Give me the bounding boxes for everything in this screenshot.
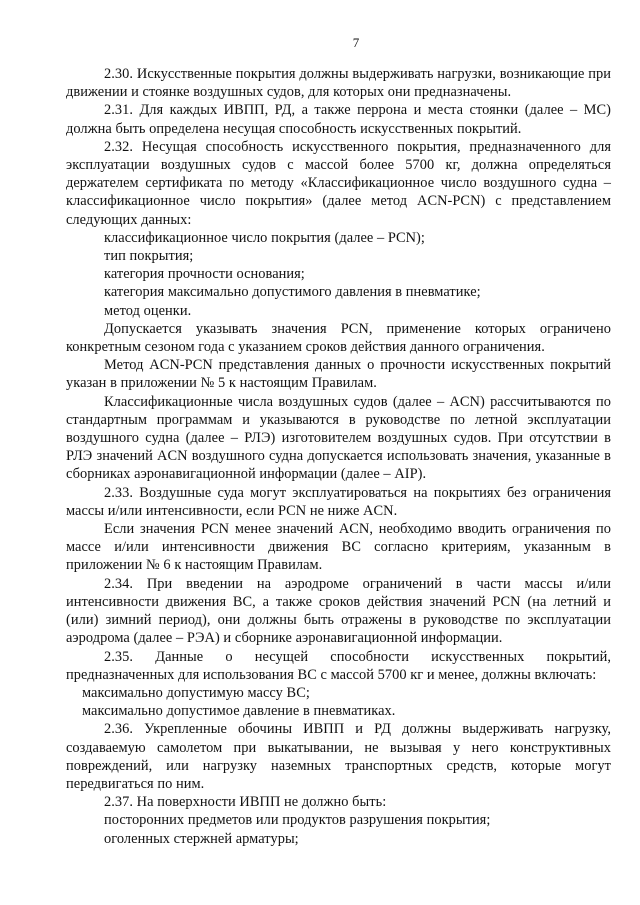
- paragraph-2-37: 2.37. На поверхности ИВПП не должно быть:: [104, 794, 387, 811]
- list-item: категория максимально допустимого давления в пневматике;: [104, 284, 481, 301]
- list-item: тип покрытия;: [104, 248, 194, 265]
- paragraph: Классификационные числа воздушных судов (далее – ACN) рассчитываются по стандартным программам и указываются в руководстве по летной эксплуатации воздушного судна (далее – РЛЭ) изготовителем воздушных судов. При отсутствии в РЛЭ значений ACN воздушного судна допускается использовать значения, указанные в сборниках аэронавигационной информации (далее – AIP).: [66, 393, 611, 483]
- list-item: категория прочности основания;: [104, 266, 305, 283]
- paragraph-2-30: 2.30. Искусственные покрытия должны выдерживать нагрузки, возникающие при движении и стоянке воздушных судов, для которых они предназначены.: [66, 66, 611, 101]
- paragraph-2-36: 2.36. Укрепленные обочины ИВПП и РД должны выдерживать нагрузку, создаваемую самолетом при выкатывании, не вызывая у него конструктивных повреждений, или нагрузку наземных транспортных средств, которые могут передвигаться по ним.: [66, 721, 611, 792]
- document-body: [66, 65, 611, 848]
- paragraph-2-31: 2.31. Для каждых ИВПП, РД, а также перрона и места стоянки (далее – МС) должна быть определена несущая способность искусственных покрытий.: [66, 102, 611, 137]
- page-number: 7: [352, 35, 360, 50]
- paragraph-2-32: 2.32. Несущая способность искусственного покрытия, предназначенного для эксплуатации воздушных судов с массой более 5700 кг, должна определяться держателем сертификата по методу «Классификационное число воздушного судна – классификационное число покрытия» (далее метод ACN-PCN) с представлением следующих данных:: [66, 138, 611, 228]
- paragraph-2-35: 2.35. Данные о несущей способности искусственных покрытий, предназначенных для использования ВС с массой 5700 кг и менее, должны включать:: [66, 648, 611, 683]
- list-item: максимально допустимое давление в пневматиках.: [82, 703, 396, 720]
- list-item: классификационное число покрытия (далее – PCN);: [104, 229, 425, 246]
- paragraph-2-33: 2.33. Воздушные суда могут эксплуатироваться на покрытиях без ограничения массы и/или интенсивности, если PCN не ниже ACN.: [66, 484, 611, 519]
- paragraph: Допускается указывать значения PCN, применение которых ограничено конкретным сезоном года с указанием сроков действия данного ограничения.: [66, 320, 611, 356]
- paragraph: Если значения PCN менее значений ACN, необходимо вводить ограничения по массе и/или интенсивности движения ВС согласно критериям, указанным в приложении № 6 к настоящим Правилам.: [66, 521, 611, 574]
- list-item: посторонних предметов или продуктов разрушения покрытия;: [104, 812, 491, 829]
- list-item: оголенных стержней арматуры;: [104, 830, 299, 847]
- paragraph: Метод ACN-PCN представления данных о прочности искусственных покрытий указан в приложении № 5 к настоящим Правилам.: [66, 357, 611, 392]
- paragraph-2-34: 2.34. При введении на аэродроме ограничений в части массы и/или интенсивности движения ВС, а также сроков действия значений PCN (на летний и (или) зимний период), они должны быть отражены в руководстве по эксплуатации аэродрома (далее – РЭА) и сборнике аэронавигационной информации.: [66, 575, 611, 647]
- list-item: метод оценки.: [104, 302, 192, 319]
- list-item: максимально допустимую массу ВС;: [82, 684, 310, 701]
